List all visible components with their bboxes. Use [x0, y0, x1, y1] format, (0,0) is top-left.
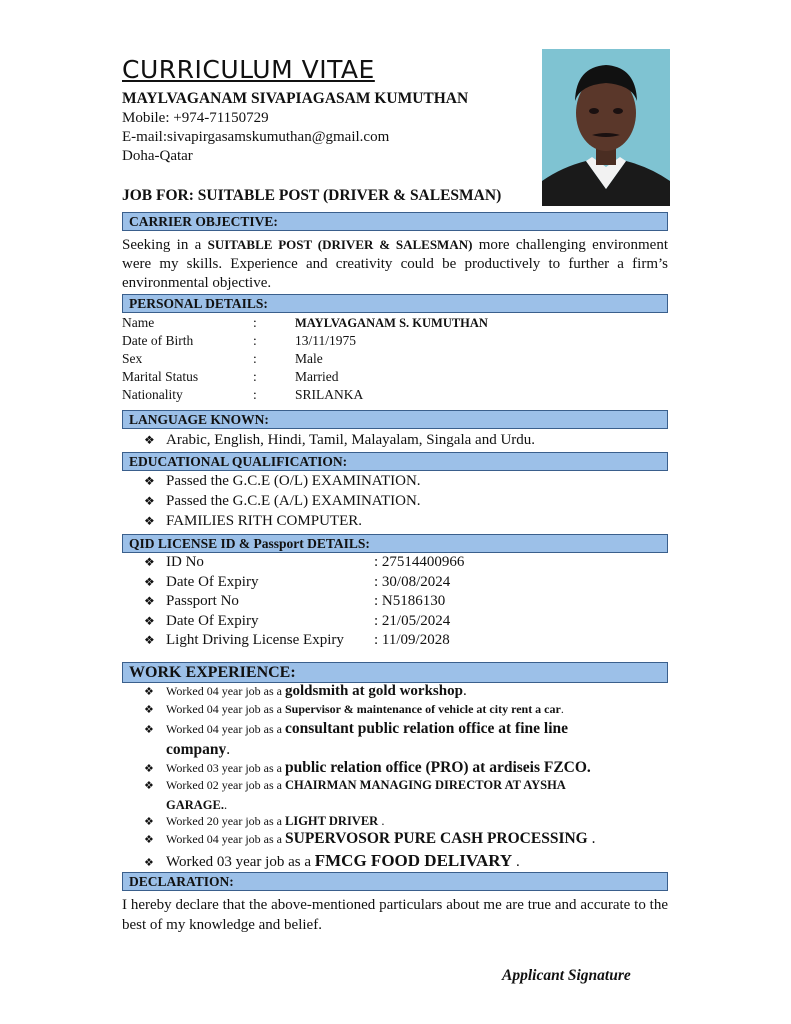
diamond-bullet-icon: ❖: [144, 433, 155, 447]
job-for: JOB FOR: SUITABLE POST (DRIVER & SALESMAN): [122, 187, 502, 204]
work-item: ❖ Worked 04 year job as a Supervisor & maintenance of vehicle at city rent a car.: [144, 700, 664, 720]
diamond-bullet-icon: ❖: [144, 494, 155, 508]
diamond-bullet-icon: ❖: [144, 763, 154, 775]
work-item: ❖ Worked 04 year job as a consultant public relation office at fine line company.: [144, 720, 569, 758]
section-header-education: EDUCATIONAL QUALIFICATION:: [122, 452, 668, 471]
location: Doha-Qatar: [122, 148, 193, 164]
list-item: ❖ Arabic, English, Hindi, Tamil, Malayalam, Singala and Urdu.: [144, 432, 536, 448]
qid-row: ❖ Passport No : N5186130: [144, 593, 446, 609]
qid-row: ❖ Date Of Expiry : 30/08/2024: [144, 574, 451, 590]
section-header-work: WORK EXPERIENCE:: [122, 662, 668, 683]
full-name: MAYLVAGANAM SIVAPIAGASAM KUMUTHAN: [122, 90, 469, 107]
qid-row: ❖ ID No : 27514400966: [144, 554, 465, 570]
diamond-bullet-icon: ❖: [144, 724, 154, 736]
profile-photo: [542, 49, 670, 206]
section-header-personal: PERSONAL DETAILS:: [122, 294, 668, 313]
diamond-bullet-icon: ❖: [144, 780, 154, 792]
diamond-bullet-icon: ❖: [144, 834, 154, 846]
section-header-objective: CARRIER OBJECTIVE:: [122, 212, 668, 231]
applicant-signature-label: Applicant Signature: [502, 967, 631, 984]
work-item: ❖ Worked 04 year job as a SUPERVOSOR PURE CASH PROCESSING .: [144, 829, 664, 850]
work-item: ❖ Worked 02 year job as a CHAIRMAN MANAGING DIRECTOR AT AYSHA GARAGE..: [144, 778, 566, 812]
declaration-text: I hereby declare that the above-mentioned particulars about me are true and accurate to the best of my knowledge and belief.: [122, 897, 668, 933]
diamond-bullet-icon: ❖: [144, 514, 155, 528]
list-item: ❖ FAMILIES RITH COMPUTER.: [144, 513, 362, 529]
qid-row: ❖ Light Driving License Expiry : 11/09/2028: [144, 632, 450, 648]
diamond-bullet-icon: ❖: [144, 686, 154, 698]
work-item: ❖ Worked 20 year job as a LIGHT DRIVER .: [144, 812, 664, 832]
mobile: Mobile: +974-71150729: [122, 110, 269, 126]
list-item: ❖ Passed the G.C.E (O/L) EXAMINATION.: [144, 473, 421, 489]
diamond-bullet-icon: ❖: [144, 633, 155, 647]
objective-text: Seeking in a SUITABLE POST (DRIVER & SALESMAN) more challenging environment were my skills. Experience and creativity could be productively to further a firm’s environmental objective.: [122, 237, 668, 291]
list-item: ❖ Passed the G.C.E (A/L) EXAMINATION.: [144, 493, 421, 509]
diamond-bullet-icon: ❖: [144, 816, 154, 828]
diamond-bullet-icon: ❖: [144, 555, 155, 569]
section-header-declaration: DECLARATION:: [122, 872, 668, 891]
diamond-bullet-icon: ❖: [144, 575, 155, 589]
work-item: ❖ Worked 04 year job as a goldsmith at gold workshop.: [144, 682, 664, 702]
section-header-language: LANGUAGE KNOWN:: [122, 410, 668, 429]
section-header-qid: QID LICENSE ID & Passport DETAILS:: [122, 534, 668, 553]
work-item: ❖ Worked 03 year job as a FMCG FOOD DELIVARY .: [144, 851, 664, 873]
email: E-mail:sivapirgasamskumuthan@gmail.com: [122, 129, 390, 145]
qid-row: ❖ Date Of Expiry : 21/05/2024: [144, 613, 451, 629]
cv-title: CURRICULUM VITAE: [122, 55, 375, 84]
diamond-bullet-icon: ❖: [144, 474, 155, 488]
work-item: ❖ Worked 03 year job as a public relation office (PRO) at ardiseis FZCO.: [144, 758, 664, 779]
diamond-bullet-icon: ❖: [144, 857, 154, 869]
diamond-bullet-icon: ❖: [144, 594, 155, 608]
diamond-bullet-icon: ❖: [144, 704, 154, 716]
diamond-bullet-icon: ❖: [144, 614, 155, 628]
